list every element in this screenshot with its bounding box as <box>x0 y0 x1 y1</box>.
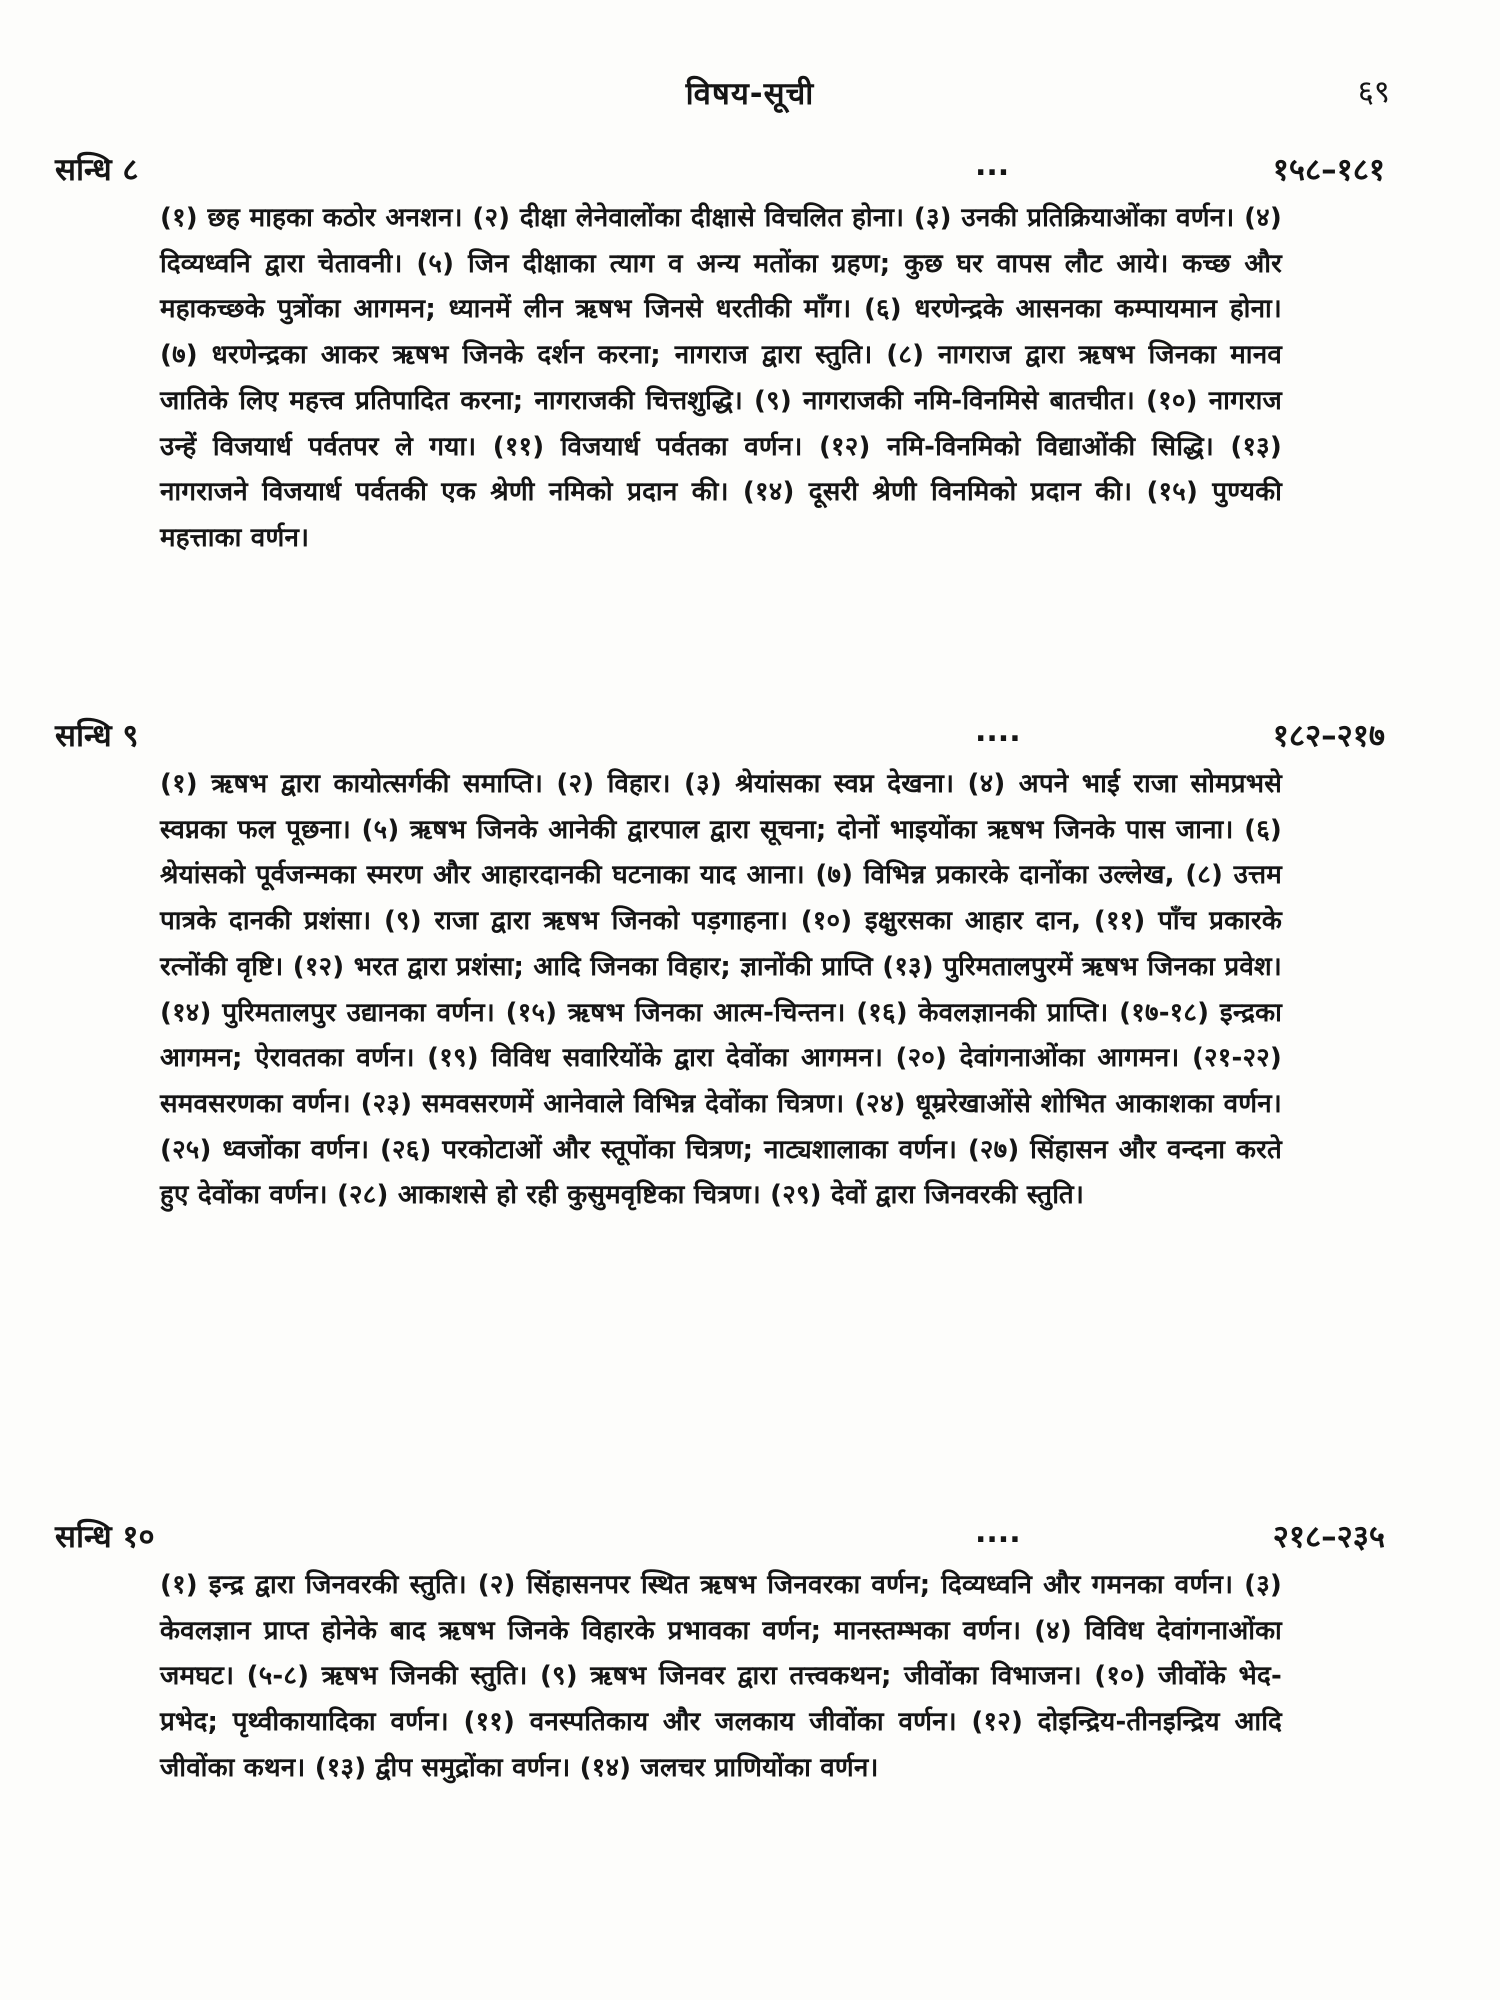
section-title: सन्धि ९ <box>55 718 139 754</box>
section-header <box>55 1515 1385 1563</box>
section-title: सन्धि ८ <box>55 152 139 188</box>
page-number: ६९ <box>1357 74 1390 110</box>
section-header <box>55 148 1385 196</box>
section-contents: (१) छह माहका कठोर अनशन। (२) दीक्षा लेनेवालोंका दीक्षासे विचलित होना। (३) उनकी प्रतिक्रियाओंका वर्णन। (४) दिव्यध्वनि द्वारा चेतावनी। (५) जिन दीक्षाका त्याग व अन्य मतोंका ग्रहण; कुछ घर वापस लौट आये। कच्छ और महाकच्छके पुत्रोंका आगमन; ध्यानमें लीन ऋषभ जिनसे धरतीकी माँग। (६) धरणेन्द्रके आसनका कम्पायमान होना। (७) धरणेन्द्रका आकर ऋषभ जिनके दर्शन करना; नागराज द्वारा स्तुति। (८) नागराज द्वारा ऋषभ जिनका मानव जातिके लिए महत्त्व प्रतिपादित करना; नागराजकी चित्तशुद्धि। (९) नागराजकी नमि-विनमिसे बातचीत। (१०) नागराज उन्हें विजयार्ध पर्वतपर ले गया। (११) विजयार्ध पर्वतका वर्णन। (१२) नमि-विनमिको विद्याओंकी सिद्धि। (१३) नागराजने विजयार्ध पर्वतकी एक श्रेणी नमिको प्रदान की। (१४) दूसरी श्रेणी विनमिको प्रदान की। (१५) पुण्यकी महत्ताका वर्णन। <box>160 203 1282 553</box>
section-leader-dots: .... <box>975 1515 1021 1550</box>
section-contents: (१) इन्द्र द्वारा जिनवरकी स्तुति। (२) सिंहासनपर स्थित ऋषभ जिनवरका वर्णन; दिव्यध्वनि और गमनका वर्णन। (३) केवलज्ञान प्राप्त होनेके बाद ऋषभ जिनके विहारके प्रभावका वर्णन; मानस्तम्भका वर्णन। (४) विविध देवांगनाओंका जमघट। (५-८) ऋषभ जिनकी स्तुति। (९) ऋषभ जिनवर द्वारा तत्त्वकथन; जीवोंका विभाजन। (१०) जीवोंके भेद-प्रभेद; पृथ्वीकायादिका वर्णन। (११) वनस्पतिकाय और जलकाय जीवोंका वर्णन। (१२) दोइन्द्रिय-तीनइन्द्रिय आदि जीवोंका कथन। (१३) द्वीप समुद्रोंका वर्णन। (१४) जलचर प्राणियोंका वर्णन। <box>160 1570 1282 1783</box>
section-sandhi-9 <box>55 714 1385 1219</box>
section-title: सन्धि १० <box>55 1519 155 1555</box>
section-sandhi-10 <box>55 1515 1385 1792</box>
page-title: विषय-सूची <box>685 76 815 112</box>
section-leader-dots: .... <box>975 714 1021 749</box>
section-sandhi-8 <box>55 148 1385 562</box>
section-page-range: १५८–१८१ <box>1272 152 1385 188</box>
section-page-range: १८२–२१७ <box>1272 718 1385 754</box>
section-header <box>55 714 1385 762</box>
section-page-range: २१८–२३५ <box>1272 1519 1385 1555</box>
section-contents: (१) ऋषभ द्वारा कायोत्सर्गकी समाप्ति। (२) विहार। (३) श्रेयांसका स्वप्न देखना। (४) अपने भाई राजा सोमप्रभसे स्वप्नका फल पूछना। (५) ऋषभ जिनके आनेकी द्वारपाल द्वारा सूचना; दोनों भाइयोंका ऋषभ जिनके पास जाना। (६) श्रेयांसको पूर्वजन्मका स्मरण और आहारदानकी घटनाका याद आना। (७) विभिन्न प्रकारके दानोंका उल्लेख, (८) उत्तम पात्रके दानकी प्रशंसा। (९) राजा द्वारा ऋषभ जिनको पड़गाहना। (१०) इक्षुरसका आहार दान, (११) पाँच प्रकारके रत्नोंकी वृष्टि। (१२) भरत द्वारा प्रशंसा; आदि जिनका विहार; ज्ञानोंकी प्राप्ति (१३) पुरिमतालपुरमें ऋषभ जिनका प्रवेश। (१४) पुरिमतालपुर उद्यानका वर्णन। (१५) ऋषभ जिनका आत्म-चिन्तन। (१६) केवलज्ञानकी प्राप्ति। (१७-१८) इन्द्रका आगमन; ऐरावतका वर्णन। (१९) विविध सवारियोंके द्वारा देवोंका आगमन। (२०) देवांगनाओंका आगमन। (२१-२२) समवसरणका वर्णन। (२३) समवसरणमें आनेवाले विभिन्न देवोंका चित्रण। (२४) धूम्ररेखाओंसे शोभित आकाशका वर्णन। (२५) ध्वजोंका वर्णन। (२६) परकोटाओं और स्तूपोंका चित्रण; नाट्यशालाका वर्णन। (२७) सिंहासन और वन्दना करते हुए देवोंका वर्णन। (२८) आकाशसे हो रही कुसुमवृष्टिका चित्रण। (२९) देवों द्वारा जिनवरकी स्तुति। <box>160 769 1282 1211</box>
section-leader-dots: ... <box>975 148 1010 183</box>
